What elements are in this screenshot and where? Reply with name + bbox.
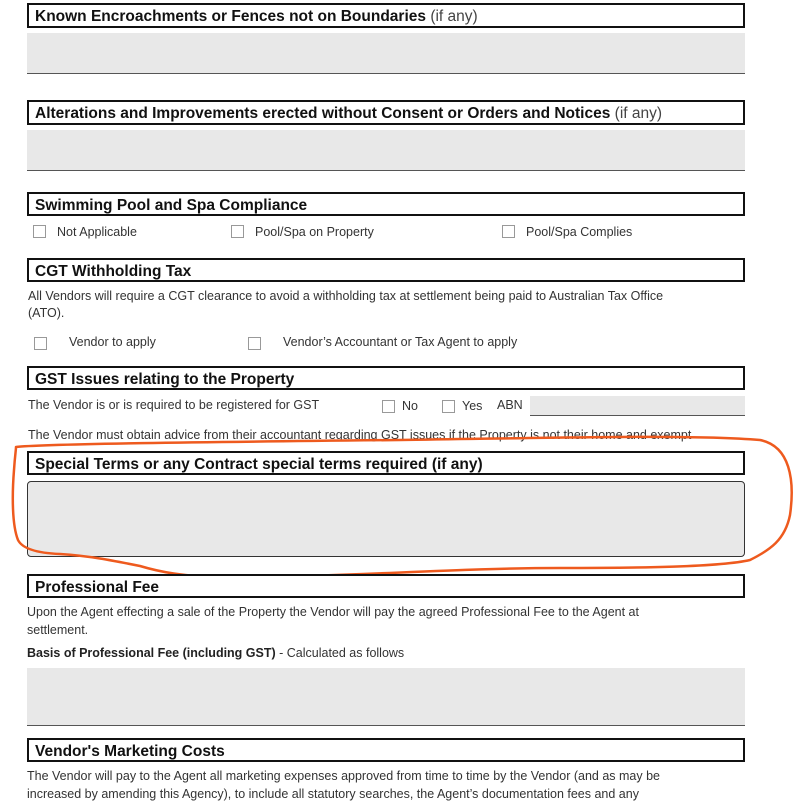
marketing-header: [27, 738, 745, 762]
gst-registered-text: The Vendor is or is required to be registered for GST: [28, 398, 320, 412]
fee-text-line2: settlement.: [27, 623, 89, 637]
gst-no-label: No: [402, 399, 418, 413]
fee-title: Professional Fee: [35, 579, 160, 596]
fee-basis-field[interactable]: [27, 668, 745, 726]
cgt-description-line2: (ATO).: [28, 306, 65, 320]
special-terms-title: Special Terms or any Contract special terms required (if any): [35, 456, 483, 473]
cgt-vendor-label: Vendor to apply: [69, 335, 156, 349]
cgt-accountant-label: Vendor’s Accountant or Tax Agent to apply: [283, 335, 518, 349]
cgt-title: CGT Withholding Tax: [35, 263, 192, 280]
marketing-text-line2: increased by amending this Agency), to include all statutory searches, the Agent’s documentation fees and any: [27, 787, 639, 801]
gst-advice-text: The Vendor must obtain advice from their accountant regarding GST issues if the Property is not their home and exempt: [28, 428, 692, 442]
marketing-text-line1: The Vendor will pay to the Agent all marketing expenses approved from time to time by the Vendor (and as may be: [27, 769, 660, 783]
marketing-title: Vendor's Marketing Costs: [35, 743, 225, 760]
annotation-stroke: [13, 437, 792, 578]
fee-header: [27, 574, 745, 598]
fee-basis-rest: - Calculated as follows: [275, 646, 405, 660]
gst-abn-label: ABN: [497, 398, 523, 412]
alterations-title: Alterations and Improvements erected without Consent or Orders and Notices: [35, 105, 611, 122]
pool-title: Swimming Pool and Spa Compliance: [35, 197, 308, 214]
fee-basis-line: [27, 645, 404, 662]
fee-basis-bold: Basis of Professional Fee (including GST): [27, 646, 276, 660]
gst-yes-label: Yes: [462, 399, 483, 413]
encroachments-title: Known Encroachments or Fences not on Boundaries: [35, 8, 426, 25]
pool-not-applicable-label: Not Applicable: [57, 225, 137, 239]
gst-title: GST Issues relating to the Property: [35, 371, 295, 388]
alterations-suffix: (if any): [614, 105, 663, 122]
fee-text-line1: Upon the Agent effecting a sale of the Property the Vendor will pay the agreed Professional Fee to the Agent at: [27, 605, 639, 619]
pool-on-property-label: Pool/Spa on Property: [255, 225, 374, 239]
cgt-description-line1: All Vendors will require a CGT clearance to avoid a withholding tax at settlement being paid to Australian Tax Office: [28, 289, 664, 303]
pool-complies-label: Pool/Spa Complies: [526, 225, 633, 239]
encroachments-suffix: (if any): [430, 8, 478, 25]
